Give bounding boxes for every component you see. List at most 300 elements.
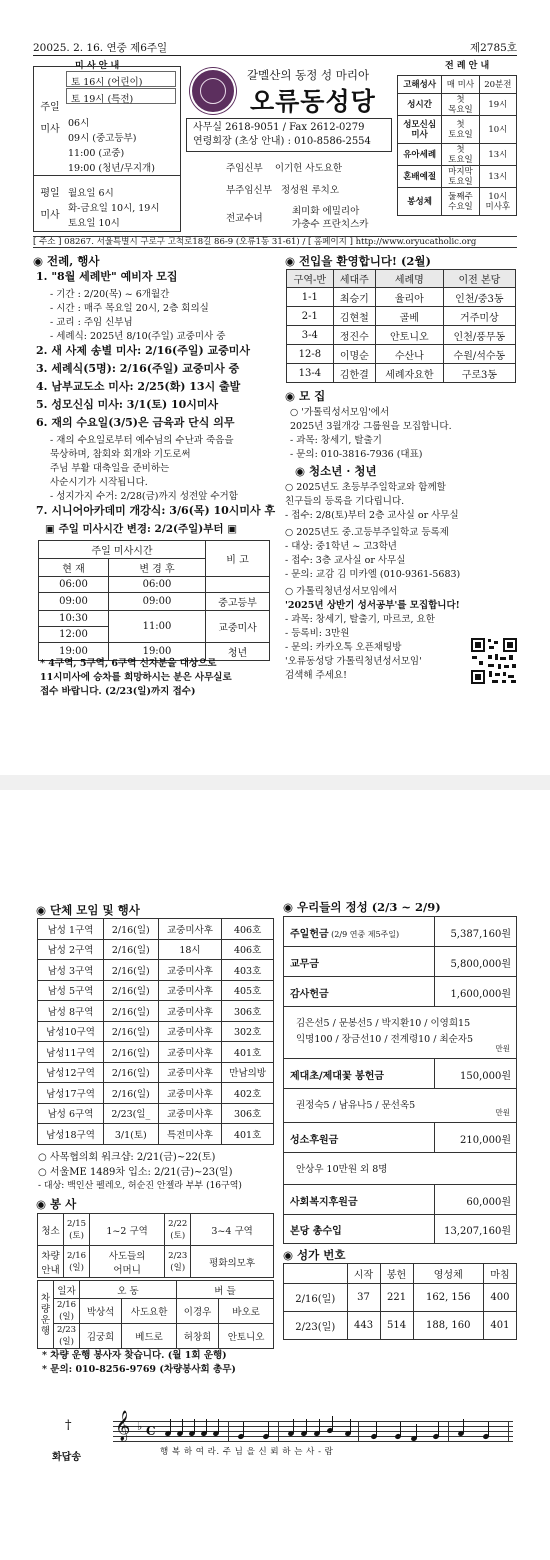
driving-table xyxy=(37,1280,274,1349)
vehicle-guide-date: 2/23 (일) xyxy=(165,1246,191,1278)
common-time-icon: C xyxy=(146,1424,156,1438)
bar-line xyxy=(448,1421,449,1441)
sacrament-cell: 혼배예절 xyxy=(398,166,442,188)
groups-heading: ◉ 단체 모임 및 행사 xyxy=(36,902,140,918)
liturgy-sub-item: - 성지가지 수거: 2/28(금)까지 성전앞 수거함 xyxy=(50,491,238,502)
group-cell: 2/16(일) xyxy=(104,960,159,981)
offering-note-line: 안상우 10만원 외 8명 xyxy=(296,1164,388,1175)
newcomers-header-cell: 이전 본당 xyxy=(443,270,515,288)
newcomers-cell: 12-8 xyxy=(287,345,334,364)
service-heading: ◉ 봉 사 xyxy=(36,1196,76,1212)
youth-line: ○ 가톨릭청년성서모임에서 xyxy=(285,586,398,597)
group-cell: 교중미사후 xyxy=(158,1083,222,1104)
sacrament-row xyxy=(398,76,517,94)
mass-change-cell: 09:00 xyxy=(39,593,109,611)
newcomers-cell: 구로3동 xyxy=(443,364,515,383)
vehicle-guide-group: 평화의모후 xyxy=(191,1246,274,1278)
offering-sublabel: (2/9 연중 제5주일) xyxy=(328,930,400,939)
mass-change-cell: 19:00 xyxy=(109,643,206,661)
cleaning-zone: 3~4 구역 xyxy=(191,1214,274,1246)
mass-change-cell: 11:00 xyxy=(109,611,206,643)
mass-times-box xyxy=(33,66,181,232)
sacrament-cell: 둘째주 수요일 xyxy=(442,188,479,216)
offering-row xyxy=(284,1059,516,1089)
weekday-mass-label: 평일미사 xyxy=(40,188,60,221)
driving-cell: 바오로 xyxy=(219,1299,274,1324)
group-cell: 2/23(일_ xyxy=(104,1103,159,1124)
vehicle-guide-row xyxy=(38,1246,274,1278)
offering-row xyxy=(284,1215,516,1243)
sacrament-cell: 첫 목요일 xyxy=(442,94,479,116)
group-row xyxy=(38,1124,274,1145)
date-line: 20025. 2. 16. 연중 제6주일 xyxy=(33,42,168,54)
sacrament-cell: 매 미사 xyxy=(442,76,479,94)
liturgy-item: 7. 시니어아카데미 개강식: 3/6(목) 10시미사 후 xyxy=(36,504,276,517)
driving-header-cell: 일자 xyxy=(54,1281,80,1299)
youth-line: ○ 2025년도 중.고등부주일학교 등록제 xyxy=(285,527,449,538)
responsorial-label: 화답송 xyxy=(52,1452,81,1463)
group-cell: 403호 xyxy=(222,960,274,981)
sunday-mass-4: 19:00 (청년/무지개) xyxy=(68,163,155,174)
driving-cell: 허창희 xyxy=(176,1324,218,1349)
group-cell: 남성17구역 xyxy=(38,1083,104,1104)
vehicle-guide-label: 차량 안내 xyxy=(38,1246,64,1278)
group-cell: 2/16(일) xyxy=(104,1042,159,1063)
offering-unit: 만원 xyxy=(495,1108,510,1117)
liturgy-item: 5. 성모신심 미사: 3/1(토) 10시미사 xyxy=(36,398,219,411)
liturgy-sub-item: - 재의 수요일로부터 예수님의 수난과 죽음을 xyxy=(50,435,234,446)
newcomers-cell: 2-1 xyxy=(287,307,334,326)
group-cell: 302호 xyxy=(222,1021,274,1042)
groups-table xyxy=(37,918,274,1145)
hymns-header-cell: 시작 xyxy=(347,1264,380,1284)
vigil-mass-2: 토 19시 (특전) xyxy=(66,88,176,104)
cleaning-label: 청소 xyxy=(38,1214,64,1246)
youth-line: 친구들의 등록을 기다립니다. xyxy=(285,496,405,507)
driving-cell: 박상석 xyxy=(80,1299,122,1324)
newcomers-cell: 율리아 xyxy=(375,288,443,307)
service-note-2: * 문의: 010-8256-9769 (차량봉사회 총무) xyxy=(42,1364,236,1375)
offering-label: 감사헌금 xyxy=(290,989,329,1000)
newcomers-cell: 골베 xyxy=(375,307,443,326)
driving-cell: 베드로 xyxy=(122,1324,177,1349)
group-row xyxy=(38,1001,274,1022)
mass-change-table xyxy=(38,540,270,661)
driving-cell: 이경우 xyxy=(176,1299,218,1324)
hymns-header-cell: 봉헌 xyxy=(380,1264,413,1284)
offering-amount: 13,207,160원 xyxy=(444,1226,511,1237)
offering-row xyxy=(284,977,516,1007)
liturgy-sub-item: 주님 부활 대축일을 준비하는 xyxy=(50,463,170,474)
newcomers-row xyxy=(287,364,516,383)
hymns-cell: 221 xyxy=(380,1284,413,1312)
group-cell: 교중미사후 xyxy=(158,1021,222,1042)
driving-cell: 안토니오 xyxy=(219,1324,274,1349)
sacrament-cell: 유아세례 xyxy=(398,144,442,166)
driving-row xyxy=(38,1299,274,1324)
liturgy-item: 4. 남부교도소 미사: 2/25(화) 13시 출발 xyxy=(36,380,241,393)
vehicle-guide-date: 2/16 (일) xyxy=(64,1246,90,1278)
clergy-assistant: 부주임신부 정성원 루치오 xyxy=(226,185,340,196)
service-table xyxy=(37,1213,274,1278)
group-cell: 남성11구역 xyxy=(38,1042,104,1063)
driving-header-row xyxy=(38,1281,274,1299)
office-phone: 사무실 2618-9051 / Fax 2612-0279 xyxy=(193,122,365,133)
group-cell: 18시 xyxy=(158,939,222,960)
offering-note xyxy=(284,1007,516,1059)
phone-box xyxy=(186,118,392,152)
cleaning-zone: 1~2 구역 xyxy=(90,1214,165,1246)
newcomers-row xyxy=(287,345,516,364)
driving-cell: 2/16 (일) xyxy=(54,1299,80,1324)
recruit-line: - 과목: 창세기, 탈출기 xyxy=(290,435,382,446)
hymns-table xyxy=(283,1263,517,1340)
group-cell: 401호 xyxy=(222,1124,274,1145)
offering-unit: 만원 xyxy=(495,1044,510,1053)
offering-amount: 5,800,000원 xyxy=(450,959,511,970)
group-row xyxy=(38,919,274,940)
newcomers-cell: 수산나 xyxy=(375,345,443,364)
group-row xyxy=(38,1083,274,1104)
sacrament-row xyxy=(398,94,517,116)
offering-heading: ◉ 우리들의 정성 (2/3 ~ 2/9) xyxy=(283,899,441,915)
liturgy-heading: ◉ 전례, 행사 xyxy=(33,253,100,269)
vehicle-guide-group: 사도들의 어머니 xyxy=(90,1246,165,1278)
service-note-1: * 차량 운행 봉사자 찾습니다. (월 1회 운행) xyxy=(42,1350,227,1361)
youth-line: - 접수: 3층 교사실 or 사무실 xyxy=(285,555,406,566)
bar-line xyxy=(358,1421,359,1441)
bar-line xyxy=(228,1421,229,1441)
newcomers-cell: 최승기 xyxy=(333,288,375,307)
offering-amount: 60,000원 xyxy=(466,1197,511,1208)
sacrament-cell: 봉성체 xyxy=(398,188,442,216)
group-row xyxy=(38,939,274,960)
youth-line: - 과목: 창세기, 탈출기, 마르코, 요한 xyxy=(285,614,435,625)
newcomers-cell: 1-1 xyxy=(287,288,334,307)
group-cell: 만남의방 xyxy=(222,1062,274,1083)
hymns-cell: 514 xyxy=(380,1312,413,1340)
recruit-line: ○ '가톨릭성서모임'에서 xyxy=(290,407,390,418)
weekday-mass-1: 월요일 6시 xyxy=(68,188,114,199)
group-cell: 남성 1구역 xyxy=(38,919,104,940)
group-cell: 406호 xyxy=(222,919,274,940)
sacrament-table xyxy=(397,75,517,216)
mass-change-note-2: 11시미사에 승차를 희망하시는 분은 사무실로 xyxy=(40,672,232,683)
youth-line: - 문의: 교감 김 미카엘 (010-9361-5683) xyxy=(285,569,461,580)
treble-clef-icon: 𝄞 xyxy=(115,1411,131,1441)
newcomers-header-cell: 세대주 xyxy=(333,270,375,288)
group-cell: 2/16(일) xyxy=(104,1001,159,1022)
liturgy-sub-item: - 시간 : 매주 목요일 20시, 2층 회의실 xyxy=(50,303,209,314)
mass-guide-label: 미 사 안 내 xyxy=(75,61,120,71)
group-cell: 2/16(일) xyxy=(104,1062,159,1083)
hymns-header-cell: 영성체 xyxy=(413,1264,483,1284)
bulletin-page-1 xyxy=(0,0,550,775)
group-cell: 교중미사후 xyxy=(158,1062,222,1083)
offering-label: 성소후원금 xyxy=(290,1135,339,1146)
weekday-mass-3: 토요일 10시 xyxy=(68,218,120,229)
clergy-sister-1: 최미화 에밀리아 xyxy=(292,206,360,217)
sacrament-row xyxy=(398,188,517,216)
sacrament-cell: 첫 토요일 xyxy=(442,144,479,166)
hymns-heading: ◉ 성가 번호 xyxy=(283,1247,346,1263)
sacrament-cell: 성시간 xyxy=(398,94,442,116)
liturgy-item: 1. "8월 세례반" 예비자 모집 xyxy=(36,270,178,283)
group-cell: 교중미사후 xyxy=(158,919,222,940)
group-cell: 남성 6구역 xyxy=(38,1103,104,1124)
sacrament-cell: 10시 미사후 xyxy=(479,188,516,216)
youth-line: - 대상: 중1학년 ~ 고3학년 xyxy=(285,541,397,552)
group-cell: 2/16(일) xyxy=(104,980,159,1001)
group-cell: 402호 xyxy=(222,1083,274,1104)
mass-change-note-1: * 4구역, 5구역, 6구역 신자분을 대상으로 xyxy=(40,658,217,669)
offering-row xyxy=(284,1123,516,1153)
group-cell: 406호 xyxy=(222,939,274,960)
mass-change-now-header: 현 재 xyxy=(39,559,109,577)
vigil-mass-1: 토 16시 (어린이) xyxy=(66,71,176,87)
hymns-cell: 2/23(일) xyxy=(284,1312,348,1340)
hymns-cell: 37 xyxy=(347,1284,380,1312)
newcomers-cell: 이명순 xyxy=(333,345,375,364)
youth-heading: ◉ 청소년 · 청년 xyxy=(295,463,377,479)
sacrament-cell: 고해성사 xyxy=(398,76,442,94)
groups-note-3: - 대상: 백인산 펠레오, 허순진 안젤라 부부 (16구역) xyxy=(38,1181,242,1191)
mass-change-cell: 06:00 xyxy=(39,577,109,593)
newcomers-cell: 안토니오 xyxy=(375,326,443,345)
newcomers-row xyxy=(287,288,516,307)
sunday-mass-1: 06시 xyxy=(68,118,90,129)
youth-line: 검색해 주세요! xyxy=(285,670,347,681)
hymns-cell: 162, 156 xyxy=(413,1284,483,1312)
page-gap xyxy=(0,775,550,790)
offering-label: 제대초/제대꽃 봉헌금 xyxy=(290,1071,385,1082)
mass-change-cell: 12:00 xyxy=(39,627,109,643)
recruit-heading: ◉ 모 집 xyxy=(285,388,325,404)
offering-note-line: 익명100 / 장금선10 / 전계령10 / 최순자5 xyxy=(296,1034,474,1045)
group-cell: 특전미사후 xyxy=(158,1124,222,1145)
offering-label: 주일헌금 (2/9 연중 제5주일) xyxy=(290,929,400,940)
newcomers-cell: 김현철 xyxy=(333,307,375,326)
youth-line: '오류동성당 가톨릭청년성서모임' xyxy=(285,656,422,667)
mass-change-cell: 중고등부 xyxy=(206,593,270,611)
group-row xyxy=(38,960,274,981)
mass-change-title: ▣ 주일 미사시간 변경: 2/2(주일)부터 ▣ xyxy=(45,523,238,535)
offering-amount: 210,000원 xyxy=(459,1135,511,1146)
offering-note xyxy=(284,1153,516,1185)
group-cell: 2/16(일) xyxy=(104,919,159,940)
issue-number: 제2785호 xyxy=(469,42,517,54)
offering-row xyxy=(284,1185,516,1215)
recruit-line: 2025년 3월개강 그룹원을 모집합니다. xyxy=(290,421,452,432)
sacrament-row xyxy=(398,144,517,166)
responsorial-lyrics: 행 복 하 여 라. 주 님 을 신 뢰 하 는 사 - 람 xyxy=(160,1447,334,1457)
offering-note xyxy=(284,1089,516,1123)
group-row xyxy=(38,1062,274,1083)
sunday-mass-label: 주일미사 xyxy=(40,102,60,135)
mass-change-cell: 청년 xyxy=(206,643,270,661)
newcomers-table xyxy=(286,269,516,383)
qr-code-icon xyxy=(470,637,518,685)
driving-cell: 사도요한 xyxy=(122,1299,177,1324)
driving-label: 차 량 운 행 xyxy=(38,1281,54,1349)
group-cell: 교중미사후 xyxy=(158,980,222,1001)
liturgy-item: 2. 새 사제 송별 미사: 2/16(주일) 교중미사 xyxy=(36,344,251,357)
driving-cell: 2/23 (일) xyxy=(54,1324,80,1349)
sunday-mass-3: 11:00 (교중) xyxy=(68,148,125,159)
sunday-mass-2: 09시 (중고등부) xyxy=(68,133,137,144)
group-cell: 306호 xyxy=(222,1103,274,1124)
cleaning-date: 2/22 (토) xyxy=(165,1214,191,1246)
mass-box-divider xyxy=(34,175,180,176)
sacrament-cell: 첫 토요일 xyxy=(442,116,479,144)
newcomers-row xyxy=(287,307,516,326)
newcomers-cell: 거주미상 xyxy=(443,307,515,326)
hymns-header-cell: 마침 xyxy=(483,1264,516,1284)
hymns-cell: 400 xyxy=(483,1284,516,1312)
cross-icon: † xyxy=(65,1418,72,1433)
group-cell: 405호 xyxy=(222,980,274,1001)
sacrament-cell: 마지막 토요일 xyxy=(442,166,479,188)
bar-line xyxy=(508,1421,509,1441)
youth-line: '2025년 상반기 성서공부'를 모집합니다! xyxy=(285,600,460,611)
mass-change-cell: 06:00 xyxy=(109,577,206,593)
funeral-contact: 연령회장 (초상 안내) : 010-8586-2554 xyxy=(193,136,371,147)
date-issue-line xyxy=(33,40,517,55)
clergy-sister-role: 전교수녀 xyxy=(226,213,263,224)
mass-change-cell: 10:30 xyxy=(39,611,109,627)
cleaning-row xyxy=(38,1214,274,1246)
sacrament-cell: 성모신심 미사 xyxy=(398,116,442,144)
offering-row xyxy=(284,947,516,977)
sacrament-cell: 13시 xyxy=(479,144,516,166)
church-subtitle: 갈멜산의 동정 성 마리아 xyxy=(247,68,370,82)
sacrament-row xyxy=(398,116,517,144)
sacrament-cell: 13시 xyxy=(479,166,516,188)
group-row xyxy=(38,980,274,1001)
flat-icon: ♭ xyxy=(137,1420,143,1433)
group-cell: 남성 2구역 xyxy=(38,939,104,960)
group-cell: 남성 8구역 xyxy=(38,1001,104,1022)
newcomers-cell: 인천/중3동 xyxy=(443,288,515,307)
offering-label: 본당 총수입 xyxy=(290,1226,342,1237)
weekday-mass-2: 화-금요일 10시, 19시 xyxy=(68,203,160,214)
newcomers-header-cell: 세례명 xyxy=(375,270,443,288)
clergy-pastor: 주임신부 이기헌 사도요한 xyxy=(226,163,343,174)
mass-change-cell: 09:00 xyxy=(109,593,206,611)
offering-note-line: 권정숙5 / 남유나5 / 문선옥5 xyxy=(296,1100,416,1111)
youth-line: - 등록비: 3만원 xyxy=(285,628,350,639)
hymns-row xyxy=(284,1284,517,1312)
newcomers-cell: 세례자요한 xyxy=(375,364,443,383)
offering-label: 사회복지후원금 xyxy=(290,1197,358,1208)
group-cell: 306호 xyxy=(222,1001,274,1022)
recruit-line: - 문의: 010-3816-7936 (대표) xyxy=(290,449,423,460)
mass-change-after-header: 변 경 후 xyxy=(109,559,206,577)
newcomers-cell: 수원/석수동 xyxy=(443,345,515,364)
hymns-cell: 443 xyxy=(347,1312,380,1340)
newcomers-cell: 3-4 xyxy=(287,326,334,345)
group-cell: 남성12구역 xyxy=(38,1062,104,1083)
offering-amount: 1,600,000원 xyxy=(450,989,511,1000)
youth-line: - 접수: 2/8(토)부터 2층 교사실 or 사무실 xyxy=(285,510,459,521)
hymns-cell: 401 xyxy=(483,1312,516,1340)
liturgy-sub-item: 사순시기가 시작됩니다. xyxy=(50,477,148,488)
liturgy-sub-item: - 기간 : 2/20(목) ~ 6개월간 xyxy=(50,289,170,300)
mass-change-group-header: 주일 미사시간 xyxy=(39,541,206,559)
groups-note-2: ○ 서울ME 1489차 입소: 2/21(금)~23(일) xyxy=(38,1167,233,1178)
driving-header-cell: 오 동 xyxy=(80,1281,177,1299)
mass-change-cell: 교중미사 xyxy=(206,611,270,643)
newcomers-row xyxy=(287,326,516,345)
group-cell: 401호 xyxy=(222,1042,274,1063)
header-rule xyxy=(33,55,517,56)
group-row xyxy=(38,1103,274,1124)
newcomers-cell: 13-4 xyxy=(287,364,334,383)
group-cell: 교중미사후 xyxy=(158,1042,222,1063)
sacrament-cell: 20분전 xyxy=(479,76,516,94)
group-cell: 남성18구역 xyxy=(38,1124,104,1145)
church-name: 오류동성당 xyxy=(250,87,376,116)
newcomers-header-cell: 구역-반 xyxy=(287,270,334,288)
bar-line xyxy=(278,1421,279,1441)
group-row xyxy=(38,1021,274,1042)
hymns-header-row xyxy=(284,1264,517,1284)
group-cell: 2/16(일) xyxy=(104,939,159,960)
newcomers-cell: 정진수 xyxy=(333,326,375,345)
hymns-cell: 188, 160 xyxy=(413,1312,483,1340)
clergy-sister-2: 가충수 프란치스카 xyxy=(292,219,369,230)
hymns-row xyxy=(284,1312,517,1340)
group-cell: 교중미사후 xyxy=(158,960,222,981)
cleaning-date: 2/15 (토) xyxy=(64,1214,90,1246)
newcomers-heading: ◉ 전입을 환영합니다! (2월) xyxy=(285,253,431,269)
driving-cell: 김궁희 xyxy=(80,1324,122,1349)
youth-line: ○ 2025년도 초등부주일학교와 함께할 xyxy=(285,482,446,493)
group-cell: 남성10구역 xyxy=(38,1021,104,1042)
driving-row xyxy=(38,1324,274,1349)
youth-line: - 문의: 카카오톡 오픈채팅방 xyxy=(285,642,402,653)
mass-change-note-header: 비 고 xyxy=(206,541,270,577)
sacrament-cell: 10시 xyxy=(479,116,516,144)
group-cell: 2/16(일) xyxy=(104,1083,159,1104)
group-cell: 3/1(토) xyxy=(104,1124,159,1145)
liturgy-item: 6. 재의 수요일(3/5)은 금육과 단식 의무 xyxy=(36,416,235,429)
group-cell: 교중미사후 xyxy=(158,1001,222,1022)
music-staff xyxy=(113,1411,513,1441)
groups-note-1: ○ 사목협의회 워크샵: 2/21(금)~22(토) xyxy=(38,1152,216,1163)
offering-label: 교무금 xyxy=(290,959,319,970)
liturgy-sub-item: - 세례식: 2025년 8/10(주일) 교중미사 중 xyxy=(50,331,226,342)
offering-amount: 150,000원 xyxy=(459,1071,511,1082)
driving-header-cell: 버 들 xyxy=(176,1281,273,1299)
hymns-cell: 2/16(일) xyxy=(284,1284,348,1312)
newcomers-cell: 인천/풍무동 xyxy=(443,326,515,345)
mass-change-cell: 19:00 xyxy=(39,643,109,661)
newcomers-header-row xyxy=(287,270,516,288)
group-cell: 남성 3구역 xyxy=(38,960,104,981)
hymns-header-cell xyxy=(284,1264,348,1284)
sacrament-guide-label: 전 례 안 내 xyxy=(445,61,490,71)
group-cell: 교중미사후 xyxy=(158,1103,222,1124)
offering-amount: 5,387,160원 xyxy=(450,929,511,940)
offering-note-line: 김은선5 / 문봉선5 / 박지환10 / 이영희15 xyxy=(296,1018,471,1029)
church-logo-icon xyxy=(190,68,236,114)
sacrament-cell: 19시 xyxy=(479,94,516,116)
offering-table xyxy=(283,916,517,1244)
mass-change-note-3: 접수 바랍니다. (2/23(일)까지 접수) xyxy=(40,686,196,697)
offering-row xyxy=(284,917,516,947)
address-line: [ 주소 ] 08267. 서울특별시 구로구 고척로18길 86-9 (오류1동 31-61) / [ 홈페이지 ] http://www.oryucatholic.org xyxy=(33,236,517,248)
